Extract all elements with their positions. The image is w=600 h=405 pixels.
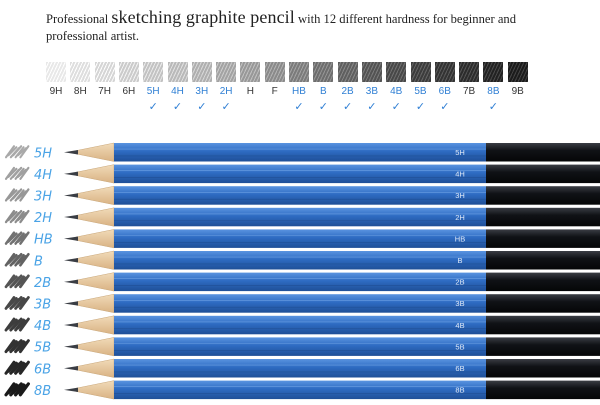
grade-label-3b: 3B [365,86,378,97]
check-icon: ✓ [221,100,231,113]
pencil-handwritten-label: 4B [34,319,52,335]
pencil-black-end [486,381,600,400]
pencil-lead-tip [64,258,78,262]
pencil-body [114,337,486,356]
pencil-grade-stamp: 2B [455,277,465,287]
pencil-grade-stamp: 6B [455,363,465,373]
check-icon: ✓ [342,100,353,113]
pencil-2h [6,208,600,227]
pencil-black-end [486,273,600,292]
pencil-lead-tip [64,301,78,305]
pencil-black-end [486,294,600,313]
check-icon: ✓ [415,100,426,113]
pencil-grade-stamp: 3B [455,299,465,309]
check-icon: ✓ [391,100,401,113]
pencil-6b [6,359,600,378]
check-icon: ✓ [488,100,498,113]
scribble-sample [6,168,28,179]
check-icon: ✓ [367,100,377,113]
pencil-hb [6,229,600,248]
pencil-wood [76,316,114,335]
pencil-grade-stamp: B [457,255,463,265]
pencil-lead-tip [64,236,78,240]
pencil-lead-tip [64,366,78,370]
scribble-sample [6,362,28,373]
grade-label-8h: 8H [73,86,87,97]
pencil-8b [6,381,600,400]
pencil-wood [76,359,114,378]
pencil-4b [6,316,600,335]
pencil-body [114,143,486,162]
pencil-black-end [486,316,600,335]
pencil-3h [6,186,600,205]
grade-label-9b: 9B [511,86,524,97]
pencil-5h [6,143,600,162]
pencil-black-end [486,186,600,205]
pencil-handwritten-label: 8B [34,383,52,399]
pencil-lead-tip [64,323,78,327]
pencil-b [6,251,600,270]
pencil-handwritten-label: 2H [34,211,53,227]
caption-intro: Professional [46,12,112,26]
scribble-sample [6,146,28,157]
check-icon: ✓ [440,100,450,113]
pencil-wood [76,186,114,205]
grade-label-b: B [319,86,327,97]
grade-label-4b: 4B [390,86,403,97]
pencil-handwritten-label: B [34,254,43,270]
pencil-body [114,208,486,227]
pencil-grade-stamp: 5H [455,147,465,157]
pencil-handwritten-label: 5B [34,340,52,356]
grade-label-f: F [271,86,278,97]
grade-label-7b: 7B [462,86,476,97]
pencil-handwritten-label: 3B [34,297,52,313]
pencil-lead-tip [64,280,78,284]
grade-label-5h: 5H [146,86,160,97]
pencil-grade-stamp: 2H [455,212,465,222]
grade-label-h: H [246,86,254,97]
pencil-lead-tip [64,172,78,176]
pencil-2b [6,273,600,292]
grade-label-4h: 4H [171,86,184,97]
pencil-black-end [486,359,600,378]
grade-label-hb: HB [292,86,306,97]
grade-label-8b: 8B [487,86,500,97]
pencil-wood [76,229,114,248]
pencil-lead-tip [64,215,78,219]
check-icon: ✓ [318,100,328,113]
pencil-wood [76,294,114,313]
grade-label-3h: 3H [195,86,209,97]
pencil-grade-stamp: HB [454,234,466,244]
pencil-black-end [486,229,600,248]
scribble-sample [6,341,28,352]
grade-label-7h: 7H [98,86,111,97]
pencil-grade-stamp: 3H [455,191,465,201]
pencil-body [114,359,486,378]
caption-highlight: sketching graphite pencil [111,7,295,27]
scribble-sample [6,254,28,265]
check-icon: ✓ [148,100,158,113]
pencil-handwritten-label: 4H [34,167,53,183]
pencil-wood [76,165,114,184]
pencil-wood [76,143,114,162]
scribble-sample [6,276,28,287]
pencil-handwritten-label: HB [34,232,53,248]
pencil-handwritten-label: 5H [34,146,53,162]
pencil-black-end [486,165,600,184]
pencil-grade-stamp: 8B [455,385,465,395]
pencil-black-end [486,251,600,270]
scribble-sample [6,211,28,222]
pencil-wood [76,208,114,227]
pencil-body [114,316,486,335]
pencil-body [114,165,486,184]
pencil-lead-tip [64,388,78,392]
grade-label-6h: 6H [122,86,136,97]
pencil-body [114,294,486,313]
pencil-grade-stamp: 5B [455,342,465,352]
grade-label-6b: 6B [438,86,451,97]
grade-label-5b: 5B [414,86,427,97]
check-icon: ✓ [294,100,304,113]
scribble-sample [6,189,28,200]
caption-rest: with 12 different hardness for beginner and professional artist. [46,12,517,43]
scribble-sample [6,319,28,330]
pencil-wood [76,273,114,292]
pencil-lead-tip [64,150,78,154]
pencil-wood [76,251,114,270]
pencil-lead-tip [64,193,78,197]
pencil-3b [6,294,600,313]
grade-label-9h: 9H [49,86,63,97]
pencil-handwritten-label: 6B [34,362,52,378]
check-icon: ✓ [172,100,183,113]
scribble-sample [6,297,28,308]
pencil-lead-tip [64,344,78,348]
pencil-black-end [486,208,600,227]
pencil-black-end [486,143,600,162]
pencil-grade-stamp: 4B [455,320,465,330]
pencil-wood [76,381,114,400]
pencil-black-end [486,337,600,356]
check-icon: ✓ [197,100,207,113]
pencil-4h [6,165,600,184]
pencil-body [114,273,486,292]
pencil-body [114,251,486,270]
scribble-sample [6,233,28,244]
pencil-grade-stamp: 4H [455,169,465,179]
pencil-handwritten-label: 2B [34,275,52,291]
pencil-wood [76,337,114,356]
grade-label-2h: 2H [219,86,233,97]
pencil-handwritten-label: 3H [34,189,53,205]
pencil-body [114,186,486,205]
grade-label-2b: 2B [341,86,354,97]
pencil-5b [6,337,600,356]
pencil-body [114,229,486,248]
pencil-body [114,381,486,400]
scribble-sample [6,384,28,395]
